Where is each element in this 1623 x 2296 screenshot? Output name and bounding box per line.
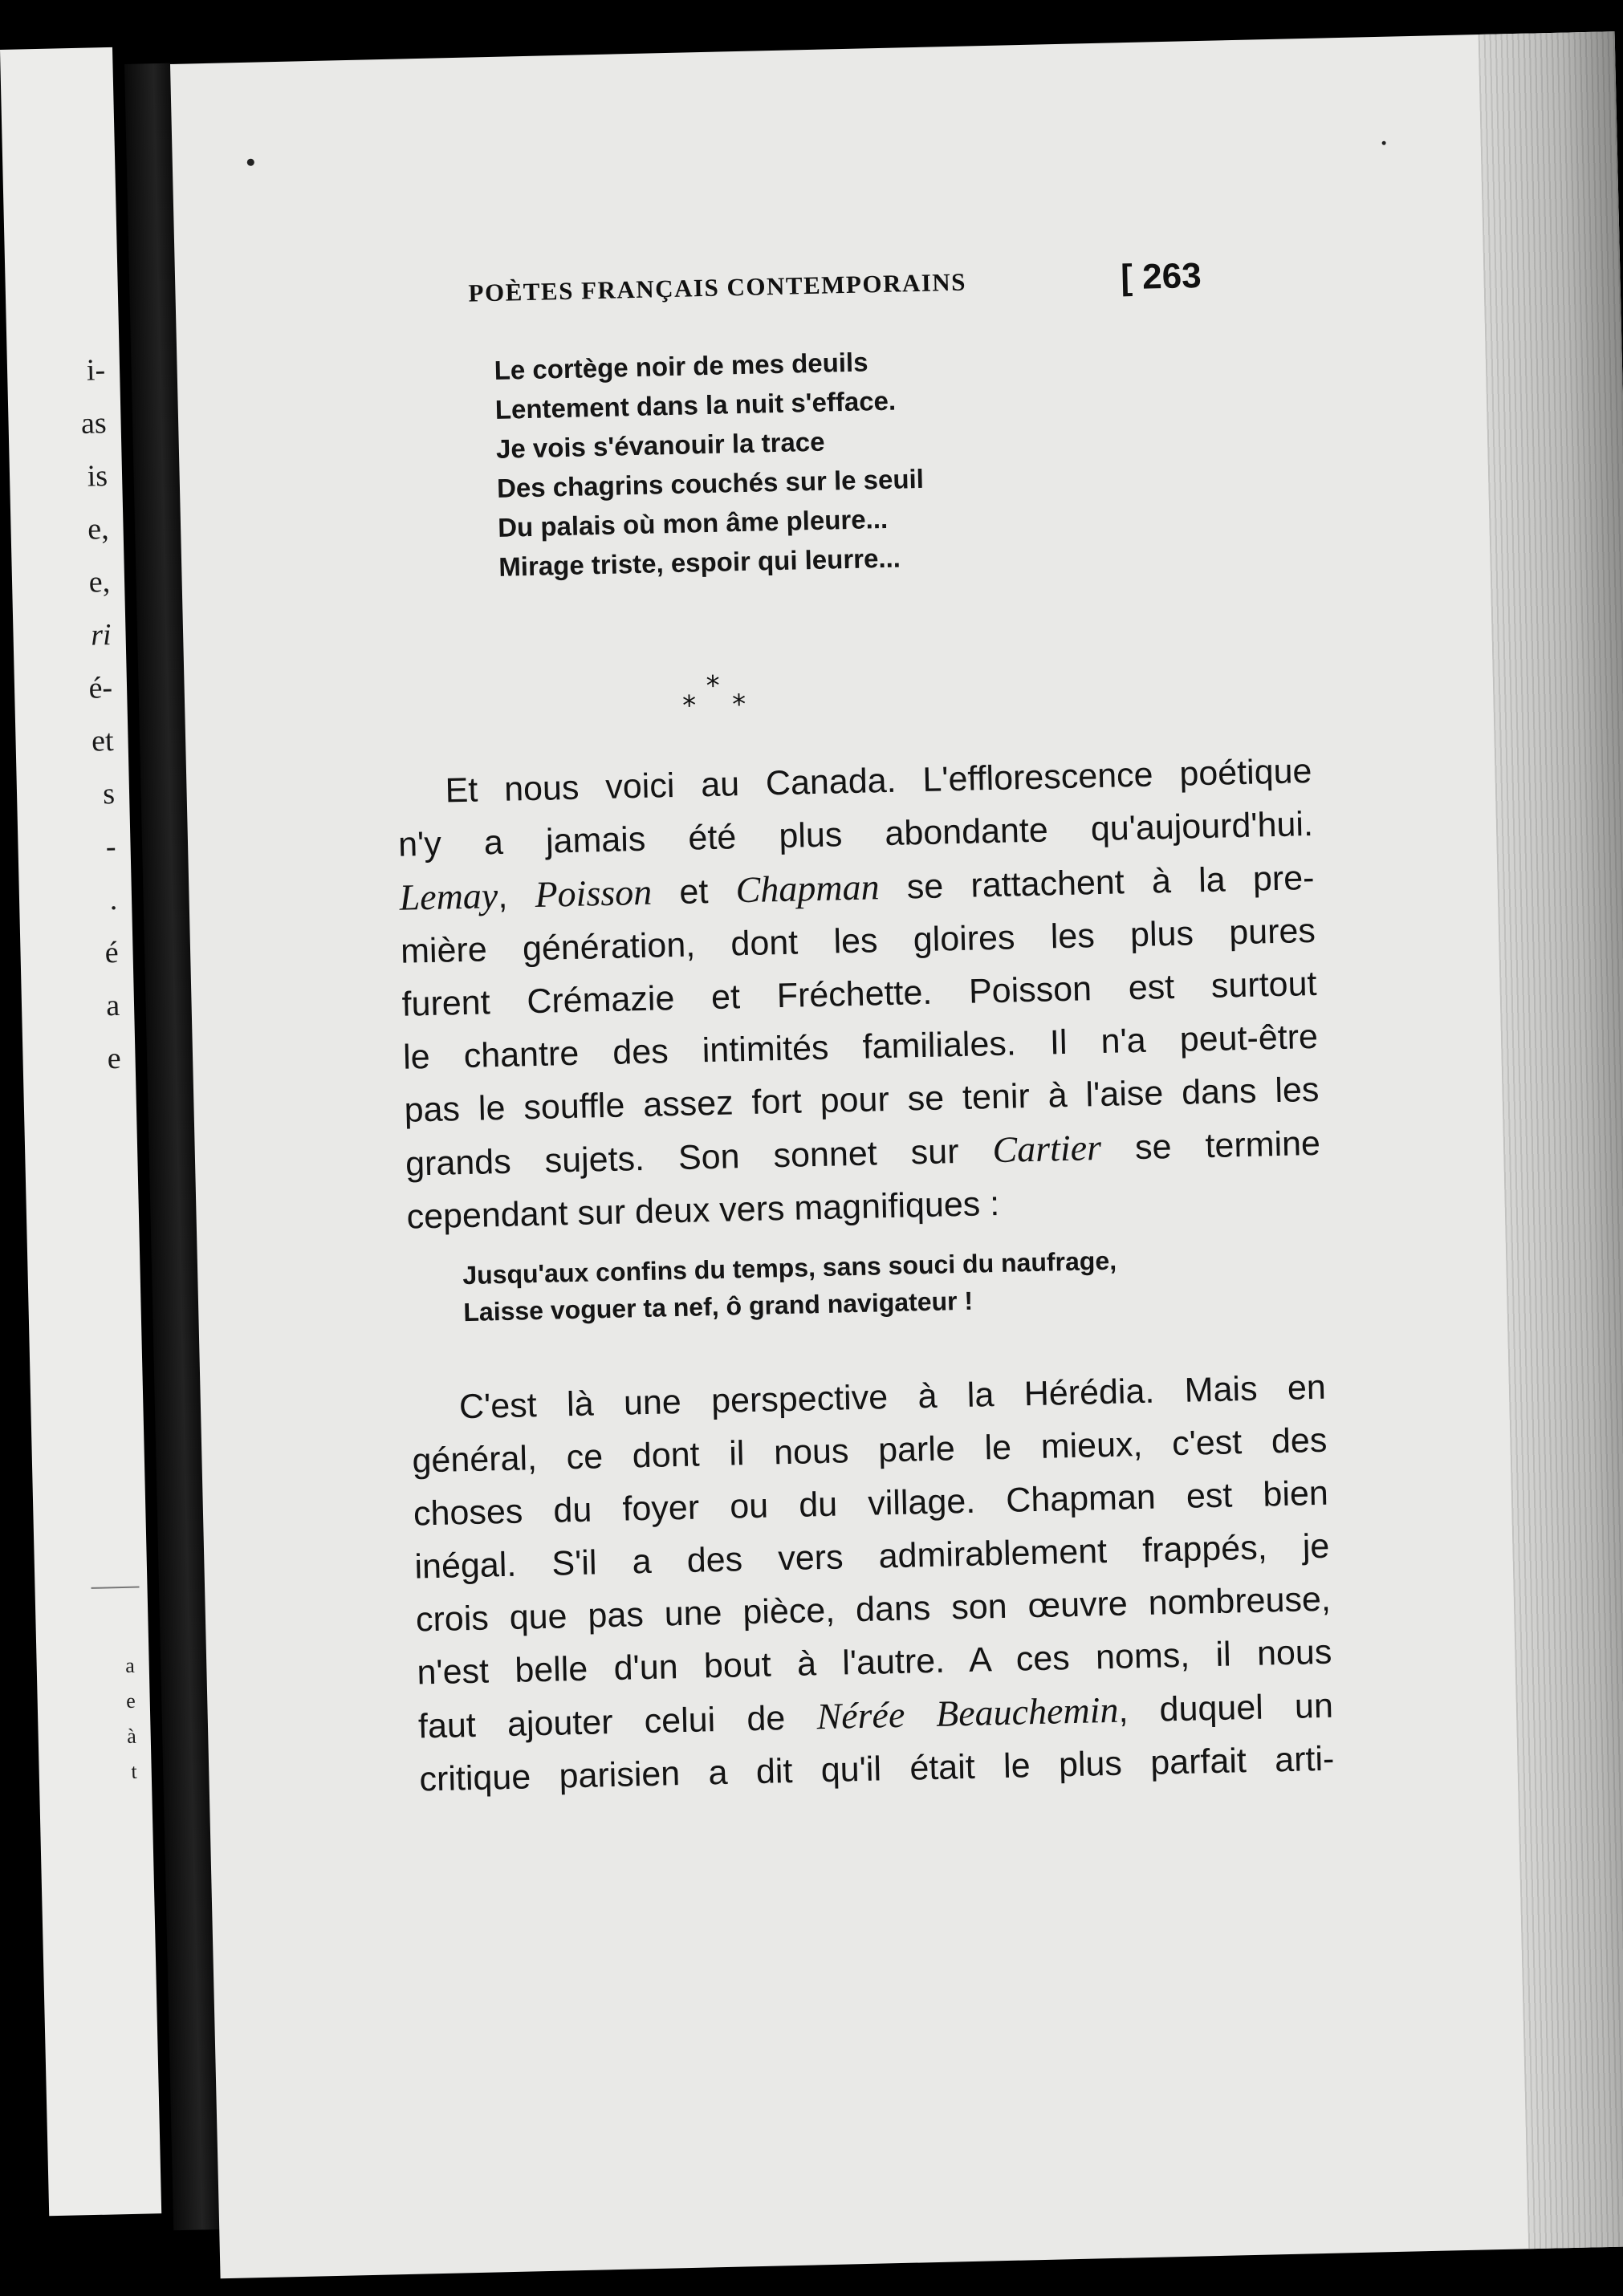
poem-line: Le cortège noir de mes deuils: [494, 347, 868, 385]
poem-line: Je vois s'évanouir la trace: [495, 426, 825, 464]
text-run: inégal. S'il a des vers admirablement frappés, je: [414, 1526, 1330, 1587]
poem-stanza: [494, 341, 925, 587]
running-head: POÈTES FRANÇAIS CONTEMPORAINS: [468, 267, 967, 307]
left-fragment: s: [102, 776, 116, 811]
speck: [1382, 141, 1386, 145]
verse-quotation: [462, 1242, 1118, 1331]
text-run: ,: [497, 876, 536, 916]
quote-line: Laisse voguer ta nef, ô grand navigateur !: [462, 1286, 974, 1327]
left-fragment: é-: [88, 671, 113, 705]
left-fragment: et: [91, 724, 115, 758]
left-page-text-fragments: [0, 47, 138, 1783]
text-run: choses du foyer ou du village. Chapman est bien: [413, 1473, 1329, 1534]
left-fragment: e,: [87, 512, 110, 547]
work-title: Cartier: [991, 1127, 1102, 1171]
text-run: C'est là une perspective à la Hérédia. Mais en: [458, 1367, 1327, 1427]
left-fragment: is: [87, 459, 108, 494]
text-run: général, ce dont il nous parle le mieux, c'est des: [412, 1420, 1328, 1481]
text-run: furent Crémazie et Fréchette. Poisson est surtout: [401, 964, 1317, 1024]
asterism-star: *: [731, 688, 746, 721]
text-run: Et nous voici au Canada. L'efflorescence poétique: [445, 751, 1312, 811]
poet-name: Poisson: [534, 871, 653, 915]
paragraph-canada: [397, 745, 1322, 1244]
poet-name: Lemay: [399, 875, 498, 918]
text-run: et: [651, 872, 737, 912]
speck: [247, 159, 254, 166]
asterism-star: *: [706, 669, 721, 703]
text-run: critique parisien a dit qu'il était le plus parfait arti-: [419, 1739, 1335, 1799]
text-run: crois que pas une pièce, dans son œuvre nombreuse,: [415, 1579, 1332, 1640]
asterism-star: *: [681, 689, 697, 722]
text-run: le chantre des intimités familiales. Il n'a peut-être: [402, 1017, 1319, 1077]
left-fragment: ri: [90, 618, 112, 652]
poet-name: Nérée Beauchemin: [816, 1688, 1119, 1737]
text-run: cependant sur deux vers magnifiques :: [406, 1184, 1000, 1237]
page-number: [ 263: [1120, 255, 1202, 298]
left-fragment: a: [105, 988, 120, 1023]
text-run: faut ajouter celui de: [417, 1698, 818, 1746]
poem-line: Lentement dans la nuit s'efface.: [494, 385, 897, 425]
left-fragment: -: [105, 829, 117, 864]
left-fragment: e,: [88, 565, 111, 599]
left-fragment: e: [107, 1041, 122, 1076]
left-fragment: .: [109, 882, 118, 917]
poem-line: Des chagrins couchés sur le seuil: [496, 463, 925, 503]
left-page-rule: [91, 1587, 139, 1589]
left-fragment-note: t: [131, 1759, 138, 1783]
poem-line: Du palais où mon âme pleure...: [497, 503, 889, 543]
left-fragment: i-: [86, 353, 106, 388]
page-edge-shadow: [1479, 31, 1623, 2249]
poem-line: Mirage triste, espoir qui leurre...: [498, 543, 901, 582]
text-run: mière génération, dont les gloires les plus pures: [400, 911, 1316, 971]
text-run: n'est belle d'un bout à l'autre. A ces noms, il nous: [417, 1632, 1332, 1693]
quote-line: Jusqu'aux confins du temps, sans souci du naufrage,: [462, 1246, 1117, 1290]
left-fragment-note: a: [124, 1653, 136, 1677]
text-run: n'y a jamais été plus abondante qu'aujourd'hui.: [397, 804, 1314, 864]
asterism-separator: [673, 668, 763, 726]
text-run: se rattachent à la pre-: [878, 858, 1315, 908]
left-fragment-note: e: [125, 1688, 136, 1713]
left-fragment: é: [104, 935, 120, 970]
left-fragment-note: à: [126, 1724, 137, 1748]
poet-name: Chapman: [735, 866, 881, 911]
text-run: se termine: [1100, 1124, 1321, 1168]
paragraph-heredia: [410, 1361, 1335, 1806]
text-run: pas le souffle assez fort pour se tenir à l'aise dans les: [404, 1070, 1320, 1130]
text-run: , duquel un: [1117, 1686, 1334, 1730]
text-run: grands sujets. Son sonnet sur: [405, 1132, 994, 1184]
left-fragment: as: [80, 406, 108, 441]
book-page: [170, 31, 1623, 2278]
